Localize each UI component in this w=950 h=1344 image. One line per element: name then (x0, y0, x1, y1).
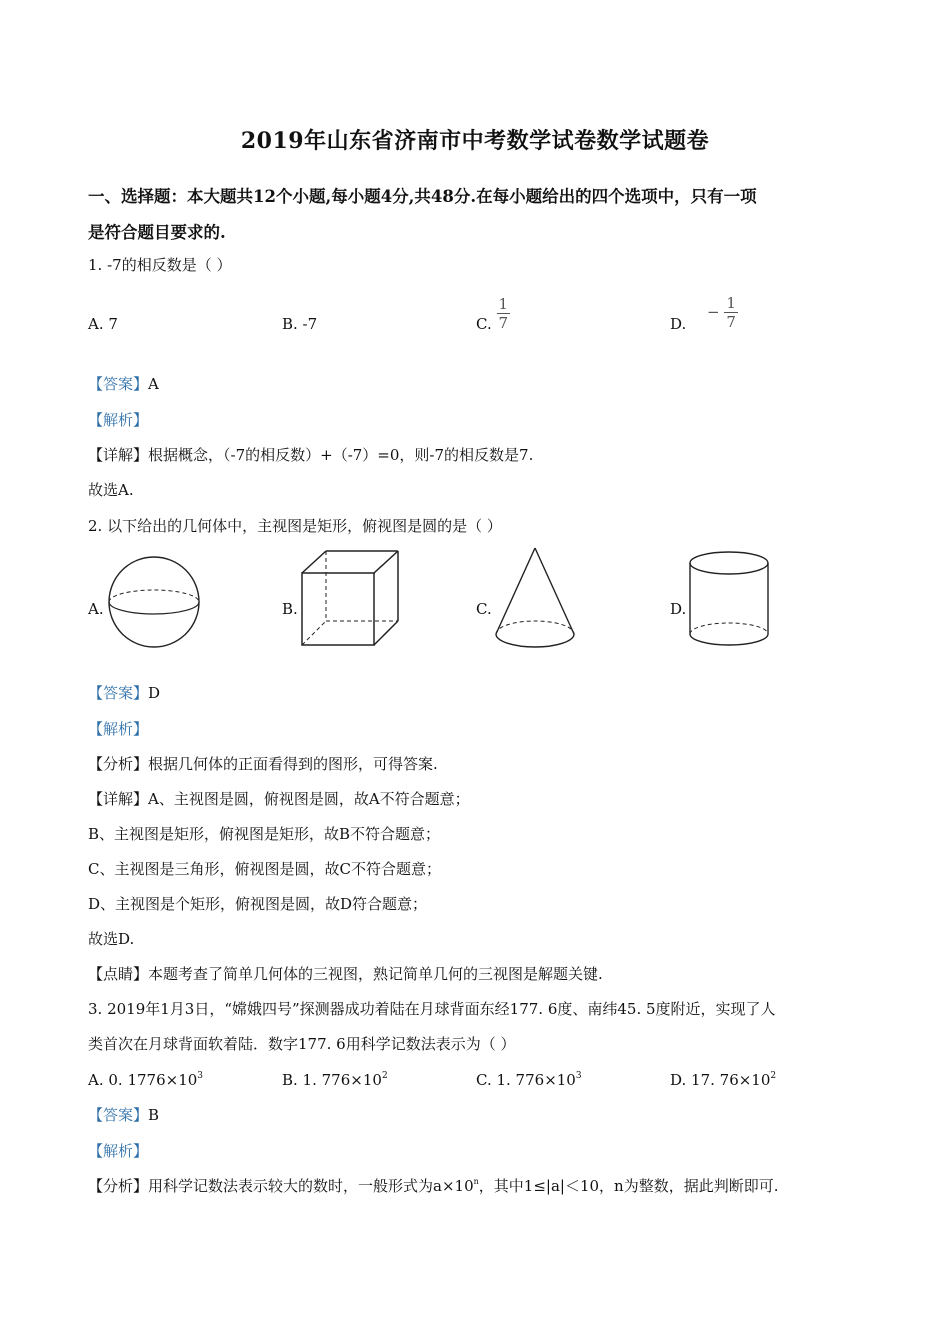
q2-stem: 2. 以下给出的几何体中，主视图是矩形，俯视图是圆的是（ ） (88, 517, 502, 535)
q2-analysis-tag: 【解析】 (88, 720, 149, 738)
q1-answer (88, 374, 159, 394)
q1-option-d-label: D. (670, 315, 687, 333)
q3-option-b (282, 1070, 388, 1090)
answer-value: A (148, 375, 159, 393)
q3-fenxi (88, 1176, 778, 1196)
fenxi-exponent: n (473, 1177, 479, 1186)
q1-option-a: A. 7 (88, 315, 118, 333)
option-text: D. 17. 76×10 (670, 1071, 771, 1089)
fraction-numerator: 1 (726, 293, 736, 312)
answer-value: B (148, 1106, 160, 1124)
q2-conclusion: 故选D. (88, 930, 135, 948)
q2-fenxi (88, 754, 438, 774)
fenxi-text: 根据几何体的正面看得到的图形，可得答案. (148, 755, 438, 773)
q1-option-b: B. -7 (282, 315, 318, 333)
q2-detail-c: C、主视图是三角形，俯视图是圆，故C不符合题意； (88, 860, 441, 878)
answer-tag: 【答案】 (88, 375, 149, 393)
q2-detail-b: B、主视图是矩形，俯视图是矩形，故B不符合题意； (88, 825, 441, 843)
fenxi-tag: 【分析】 (88, 755, 149, 773)
sphere-figure (106, 557, 202, 649)
q1-option-c-fraction (497, 295, 511, 332)
detail-tag: 【详解】 (88, 446, 149, 464)
cylinder-figure (688, 550, 772, 650)
answer-tag: 【答案】 (88, 684, 149, 702)
q2-detail-d: D、主视图是个矩形，俯视图是圆，故D符合题意； (88, 895, 428, 913)
q2-option-c-label: C. (476, 600, 492, 618)
detail-text: A、主视图是圆，俯视图是圆，故A不符合题意； (148, 790, 470, 808)
q1-option-d-fraction (724, 294, 738, 331)
q3-option-d (670, 1070, 776, 1090)
section-heading-line-2: 是符合题目要求的. (88, 223, 226, 242)
fenxi-text-post: ，其中1≤|a|＜10，n为整数，据此判断即可. (478, 1177, 779, 1195)
q1-option-c (476, 292, 510, 334)
fraction-denominator: 7 (498, 313, 509, 332)
option-exponent: 2 (770, 1071, 777, 1081)
section-heading-line-1: 一、选择题：本大题共12个小题,每小题4分,共48分.在每小题给出的四个选项中，只有一项 (88, 187, 757, 206)
q1-stem: 1. -7的相反数是（ ） (88, 256, 232, 274)
q1-option-d-sign: − (707, 303, 720, 321)
q3-option-a (88, 1070, 203, 1090)
q3-answer (88, 1105, 159, 1125)
q2-dianjing (88, 964, 603, 984)
q1-analysis-tag: 【解析】 (88, 411, 149, 429)
q3-stem-line-2: 类首次在月球背面软着陆．数字177. 6用科学记数法表示为（ ） (88, 1035, 516, 1053)
fraction-numerator: 1 (498, 294, 509, 313)
q3-option-c (476, 1070, 582, 1090)
cube-figure (300, 549, 402, 649)
q2-option-a-label: A. (88, 600, 104, 618)
option-text: B. 1. 776×10 (282, 1071, 382, 1089)
q2-option-d-label: D. (670, 600, 687, 618)
dianjing-text: 本题考查了简单几何体的三视图，熟记简单几何的三视图是解题关键. (148, 965, 603, 983)
option-text: C. 1. 776×10 (476, 1071, 576, 1089)
detail-text: 根据概念，（-7的相反数）+（-7）=0，则-7的相反数是7. (148, 446, 534, 464)
dianjing-tag: 【点睛】 (88, 965, 149, 983)
q2-answer (88, 683, 160, 703)
q3-stem-line-1: 3. 2019年1月3日，“嫦娥四号”探测器成功着陆在月球背面东经177. 6度、南纬45. 5度附近，实现了人 (88, 1000, 776, 1018)
answer-tag: 【答案】 (88, 1106, 149, 1124)
q1-option-c-label: C. (476, 315, 492, 333)
option-exponent: 3 (575, 1071, 582, 1081)
q3-analysis-tag: 【解析】 (88, 1142, 149, 1160)
answer-value: D (148, 684, 161, 702)
fenxi-tag: 【分析】 (88, 1177, 149, 1195)
fraction-denominator: 7 (726, 312, 736, 331)
q1-option-d (670, 290, 738, 334)
q2-detail-a (88, 789, 470, 809)
q1-conclusion: 故选A. (88, 481, 134, 499)
q1-detail (88, 445, 533, 465)
page-title: 2019年山东省济南市中考数学试卷数学试题卷 (240, 128, 710, 154)
option-exponent: 2 (381, 1071, 388, 1081)
option-exponent: 3 (197, 1071, 204, 1081)
detail-tag: 【详解】 (88, 790, 149, 808)
q2-option-b-label: B. (282, 600, 298, 618)
option-text: A. 0. 1776×10 (88, 1071, 198, 1089)
cone-figure (494, 546, 576, 650)
fenxi-text-pre: 用科学记数法表示较大的数时，一般形式为a×10 (148, 1177, 474, 1195)
